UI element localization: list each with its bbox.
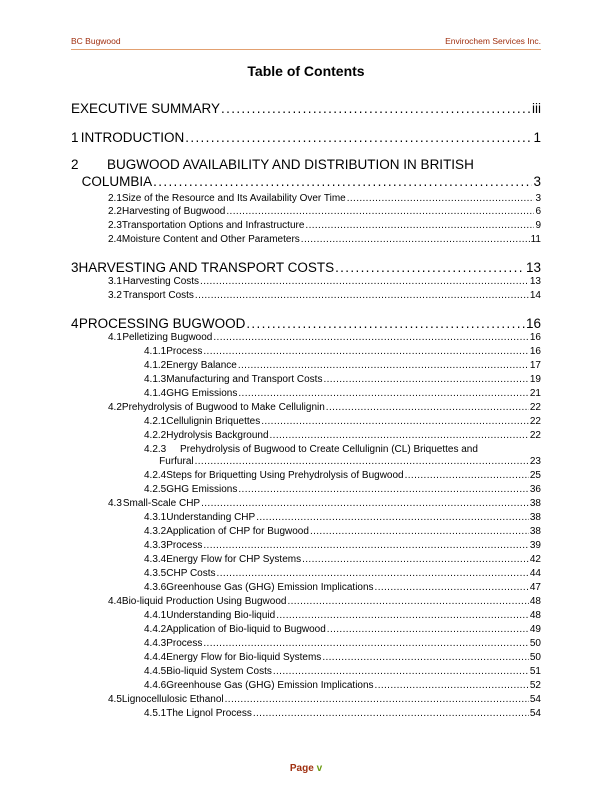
toc-entry[interactable] [108, 234, 541, 245]
toc-entry-number: 1 [71, 130, 79, 145]
toc-entry-page: 16 [529, 332, 541, 343]
toc-entry-page: 47 [529, 582, 541, 593]
toc-entry-number: 4.4.5 [144, 666, 167, 677]
toc-entry-number: 2.1 [108, 193, 122, 204]
toc-entry[interactable] [144, 430, 541, 441]
toc-entry[interactable] [71, 130, 541, 145]
header-right: Envirochem Services Inc. [445, 36, 541, 46]
toc-entry[interactable] [144, 388, 541, 399]
toc-entry-page: 13 [525, 260, 541, 275]
toc-entry[interactable] [144, 360, 541, 371]
toc-entry-title: Energy Flow for CHP Systems [166, 554, 302, 565]
toc-entry-page: 39 [529, 540, 541, 551]
toc-leader-dots [253, 708, 529, 719]
toc-leader-dots [203, 346, 529, 357]
toc-entry[interactable] [108, 694, 541, 705]
toc-leader-dots [246, 316, 525, 331]
toc-leader-dots [225, 694, 529, 705]
toc-entry-title-continued: COLUMBIA [81, 174, 153, 189]
toc-entry-title: Greenhouse Gas (GHG) Emission Implications [166, 680, 374, 691]
toc-entry-number: 2.2 [108, 206, 122, 217]
toc-entry-page: 3 [535, 193, 541, 204]
toc-entry-page: 1 [533, 130, 541, 145]
page-title: Table of Contents [247, 63, 365, 79]
toc-entry-number: 4.2.3 [144, 444, 167, 455]
toc-entry[interactable] [144, 708, 541, 719]
toc-entry-number: 4.3.6 [144, 582, 167, 593]
toc-leader-dots [375, 582, 529, 593]
toc-entry-number: 4.3 [108, 498, 122, 509]
toc-entry-title: HARVESTING AND TRANSPORT COSTS [78, 260, 335, 275]
toc-entry[interactable] [144, 512, 541, 523]
toc-entry-number: 2.4 [108, 234, 122, 245]
toc-entry-number: 4.3.5 [144, 568, 167, 579]
toc-entry-number: 4.1 [108, 332, 122, 343]
toc-leader-dots [200, 276, 529, 287]
toc-entry-number: 2 [71, 157, 79, 172]
toc-entry-page: 54 [529, 694, 541, 705]
toc-entry-number: 4.3.4 [144, 554, 167, 565]
toc-entry-title: Greenhouse Gas (GHG) Emission Implications [166, 582, 374, 593]
toc-entry-page: 22 [529, 402, 541, 413]
toc-entry[interactable] [108, 193, 541, 204]
toc-entry-continuation[interactable] [144, 456, 541, 467]
toc-entry-title: Understanding Bio-liquid [166, 610, 276, 621]
toc-leader-dots [261, 416, 529, 427]
toc-leader-dots [238, 388, 529, 399]
toc-entry[interactable] [144, 624, 541, 635]
toc-entry-page: 50 [529, 638, 541, 649]
toc-entry-title: Transportation Options and Infrastructure [121, 220, 305, 231]
toc-entry-number: 4.1.4 [144, 388, 167, 399]
toc-entry-page: 16 [525, 316, 541, 331]
toc-entry-title: Cellulignin Briquettes [166, 416, 261, 427]
toc-entry[interactable] [144, 652, 541, 663]
footer-label: Page [289, 763, 314, 774]
toc-leader-dots [226, 206, 534, 217]
toc-entry-title: CHP Costs [166, 568, 216, 579]
toc-entry-number: 4.2 [108, 402, 122, 413]
footer-page-number: v [316, 763, 323, 774]
toc-leader-dots [153, 174, 532, 189]
toc-entry-title: Application of Bio-liquid to Bugwood [166, 624, 326, 635]
page-footer [0, 763, 612, 774]
toc-entry-number: 4.5 [108, 694, 122, 705]
toc-entry-number: 2.3 [108, 220, 122, 231]
toc-entry-title: Process [166, 540, 203, 551]
toc-leader-dots [287, 596, 528, 607]
toc-entry-page: 25 [529, 470, 541, 481]
toc-leader-dots [203, 638, 529, 649]
toc-leader-dots [301, 234, 530, 245]
toc-entry[interactable] [108, 402, 541, 413]
toc-entry-title: Process [166, 638, 203, 649]
toc-entry-page: 14 [529, 290, 541, 301]
toc-entry-page: 23 [529, 456, 541, 467]
toc-entry[interactable] [108, 220, 541, 231]
toc-leader-dots [213, 332, 529, 343]
toc-entry-number: 4.3.3 [144, 540, 167, 551]
toc-entry-page: 3 [533, 174, 541, 189]
toc-leader-dots [375, 680, 529, 691]
toc-entry[interactable] [108, 276, 541, 287]
toc-leader-dots [323, 374, 528, 385]
toc-leader-dots [201, 498, 529, 509]
toc-entry[interactable] [144, 610, 541, 621]
toc-entry[interactable] [71, 260, 541, 275]
toc-entry-title: Energy Balance [166, 360, 237, 371]
toc-entry-page: 22 [529, 416, 541, 427]
toc-entry-number: 4.1.1 [144, 346, 167, 357]
toc-entry-title: Prehydrolysis of Bugwood to Create Cellulignin (CL) Briquettes and [180, 444, 478, 455]
toc-entry[interactable] [144, 554, 541, 565]
toc-leader-dots [195, 456, 529, 467]
toc-entry-page: 11 [530, 234, 541, 245]
toc-entry-number: 4.4.2 [144, 624, 167, 635]
toc-entry-page: 9 [535, 220, 541, 231]
toc-entry-page: 21 [529, 388, 541, 399]
toc-leader-dots [221, 101, 531, 116]
toc-entry-title: GHG Emissions [166, 484, 238, 495]
toc-leader-dots [273, 666, 529, 677]
toc-entry-page: 17 [529, 360, 541, 371]
toc-entry-number: 4.4.1 [144, 610, 167, 621]
toc-leader-dots [185, 130, 532, 145]
toc-entry-number: 4 [71, 316, 79, 331]
toc-leader-dots [256, 512, 529, 523]
toc-leader-dots [276, 610, 529, 621]
toc-entry-page: 19 [529, 374, 541, 385]
toc-entry-title-continued: Furfural [159, 456, 194, 467]
toc-entry[interactable] [144, 484, 541, 495]
toc-entry-number: 4.2.4 [144, 470, 167, 481]
toc-entry-number: 4.2.1 [144, 416, 167, 427]
toc-leader-dots [217, 568, 529, 579]
toc-entry-page: 48 [529, 596, 541, 607]
toc-leader-dots [238, 360, 529, 371]
toc-entry[interactable] [144, 666, 541, 677]
toc-entry-number: 3.1 [108, 276, 122, 287]
toc-entry[interactable] [108, 596, 541, 607]
toc-entry-title: INTRODUCTION [80, 130, 185, 145]
toc-entry-number: 3 [71, 260, 79, 275]
toc-entry-title: The Lignol Process [166, 708, 252, 719]
toc-entry[interactable] [144, 568, 541, 579]
toc-entry[interactable] [71, 157, 541, 172]
toc-entry-page: 38 [529, 526, 541, 537]
toc-entry-title: Size of the Resource and Its Availability Over Time [121, 193, 346, 204]
toc-entry-number: 4.1.2 [144, 360, 167, 371]
toc-entry[interactable] [144, 680, 541, 691]
toc-entry-page: 36 [529, 484, 541, 495]
toc-entry-page: 50 [529, 652, 541, 663]
toc-entry-page: 38 [529, 498, 541, 509]
toc-entry-title: Process [166, 346, 203, 357]
toc-entry[interactable] [144, 374, 541, 385]
toc-entry-page: 38 [529, 512, 541, 523]
toc-entry-page: 6 [535, 206, 541, 217]
toc-entry-number: 4.4.6 [144, 680, 167, 691]
toc-entry-page: 49 [529, 624, 541, 635]
toc-entry-title: Energy Flow for Bio-liquid Systems [166, 652, 322, 663]
toc-entry-title: Prehydrolysis of Bugwood to Make Cellulignin [121, 402, 325, 413]
toc-entry-continuation[interactable] [71, 174, 541, 189]
toc-entry[interactable] [108, 290, 541, 301]
toc-leader-dots [347, 193, 535, 204]
toc-entry-title: GHG Emissions [166, 388, 238, 399]
toc-entry[interactable] [108, 206, 541, 217]
toc-leader-dots [270, 430, 529, 441]
toc-entry-page: 44 [529, 568, 541, 579]
toc-leader-dots [335, 260, 525, 275]
toc-entry-number: 4.1.3 [144, 374, 167, 385]
toc-entry[interactable] [144, 470, 541, 481]
toc-entry-number: 4.2.5 [144, 484, 167, 495]
page-header [71, 35, 541, 50]
toc-leader-dots [310, 526, 529, 537]
toc-entry[interactable] [71, 101, 541, 116]
toc-entry[interactable] [144, 638, 541, 649]
toc-entry-title: Moisture Content and Other Parameters [121, 234, 300, 245]
toc-leader-dots [238, 484, 529, 495]
toc-entry-number: 4.4 [108, 596, 122, 607]
toc-entry-title: BUGWOOD AVAILABILITY AND DISTRIBUTION IN BRITISH [107, 157, 474, 172]
toc-entry[interactable] [144, 540, 541, 551]
toc-entry-number: 4.4.4 [144, 652, 167, 663]
toc-entry-title: Small-Scale CHP [122, 498, 201, 509]
toc-leader-dots [203, 540, 529, 551]
toc-leader-dots [405, 470, 529, 481]
toc-entry-title: Bio-liquid System Costs [166, 666, 272, 677]
toc-entry-title: Application of CHP for Bugwood [166, 526, 309, 537]
toc-entry[interactable] [71, 316, 541, 331]
toc-entry-page: 51 [529, 666, 541, 677]
toc-leader-dots [322, 652, 529, 663]
toc-entry-title: Pelletizing Bugwood [122, 332, 213, 343]
toc-entry-page: 48 [529, 610, 541, 621]
toc-entry-title: Lignocellulosic Ethanol [121, 694, 224, 705]
toc-entry[interactable] [144, 582, 541, 593]
toc-entry-page: 42 [529, 554, 541, 565]
toc-entry[interactable] [108, 498, 541, 509]
toc-entry-title: Steps for Briquetting Using Prehydrolysis of Bugwood [166, 470, 404, 481]
toc-entry-title: Bio-liquid Production Using Bugwood [121, 596, 287, 607]
toc-leader-dots [326, 402, 529, 413]
toc-entry-number: 4.4.3 [144, 638, 167, 649]
toc-entry-title: Manufacturing and Transport Costs [166, 374, 323, 385]
toc-entry-title: Understanding CHP [166, 512, 256, 523]
toc-entry-page: 13 [529, 276, 541, 287]
toc-entry-number: 4.3.2 [144, 526, 167, 537]
header-left: BC Bugwood [71, 36, 121, 46]
toc-entry-page: 54 [529, 708, 541, 719]
toc-entry-page: 52 [529, 680, 541, 691]
toc-entry[interactable] [144, 526, 541, 537]
toc-entry[interactable] [108, 332, 541, 343]
toc-leader-dots [327, 624, 529, 635]
toc-entry-page: 16 [529, 346, 541, 357]
toc-entry-page: 22 [529, 430, 541, 441]
toc-entry-title: Transport Costs [123, 290, 194, 301]
toc-entry-page: iii [532, 101, 541, 116]
toc-leader-dots [195, 290, 529, 301]
toc-entry[interactable] [144, 444, 541, 455]
toc-entry-number: 4.2.2 [144, 430, 167, 441]
toc-entry-number: 4.5.1 [144, 708, 167, 719]
toc-entry-title: PROCESSING BUGWOOD [78, 316, 246, 331]
toc-entry-title: Hydrolysis Background [166, 430, 269, 441]
toc-entry-title: Harvesting of Bugwood [121, 206, 226, 217]
toc-entry[interactable] [144, 346, 541, 357]
toc-entry[interactable] [144, 416, 541, 427]
toc-leader-dots [302, 554, 529, 565]
toc-leader-dots [305, 220, 534, 231]
toc-entry-title: EXECUTIVE SUMMARY [71, 101, 221, 116]
toc-entry-title: Harvesting Costs [122, 276, 200, 287]
toc-entry-number: 3.2 [108, 290, 122, 301]
toc-entry-number: 4.3.1 [144, 512, 167, 523]
